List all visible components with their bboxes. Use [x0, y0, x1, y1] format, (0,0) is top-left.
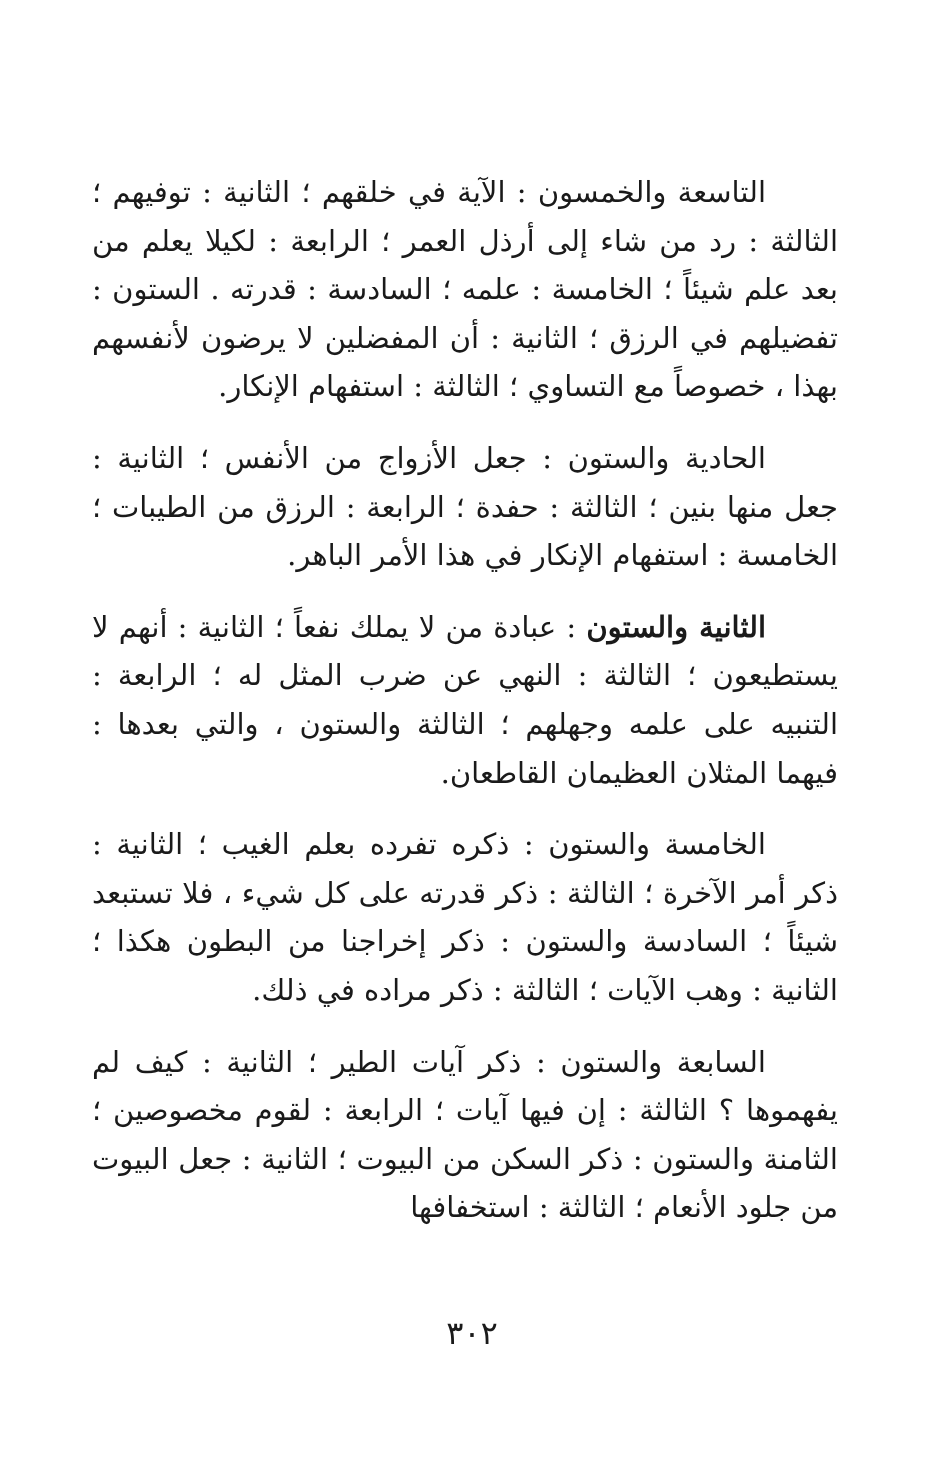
page-body — [92, 168, 838, 1328]
paragraph-59 — [92, 168, 838, 411]
paragraph-text: الحادية والستون : جعل الأزواج من الأنفس ؛ الثانية : جعل منها بنين ؛ الثالثة : حفدة ؛ الرابعة : الرزق من الطيبات ؛ الخامسة : استفهام الإنكار في هذا الأمر الباهر. — [92, 440, 838, 573]
paragraph-text: : عبادة من لا يملك نفعاً ؛ الثانية : أنهم لا يستطيعون ؛ الثالثة : النهي عن ضرب المثل له ؛ الرابعة : التنبيه على علمه وجهلهم ؛ الثالثة والستون ، والتي بعدها : فيهما المثلان العظيمان القاطعان. — [92, 609, 838, 790]
paragraph-61 — [92, 434, 838, 580]
paragraph-65 — [92, 820, 838, 1014]
paragraph-lead: الثانية والستون — [586, 609, 766, 644]
page-number: ٣٠٢ — [446, 1314, 498, 1352]
paragraph-67 — [92, 1038, 838, 1232]
paragraph-text: السابعة والستون : ذكر آيات الطير ؛ الثانية : كيف لم يفهموها ؟ الثالثة : إن فيها آيات ؛ الرابعة : لقوم مخصوصين ؛ الثامنة والستون : ذكر السكن من البيوت ؛ الثانية : جعل البيوت من جلود الأنعام ؛ الثالثة : استخفافها — [92, 1044, 838, 1225]
paragraph-text: التاسعة والخمسون : الآية في خلقهم ؛ الثانية : توفيهم ؛ الثالثة : رد من شاء إلى أرذل العمر ؛ الرابعة : لكيلا يعلم من بعد علم شيئاً ؛ الخامسة : علمه ؛ السادسة : قدرته . الستون : تفضيلهم في الرزق ؛ الثانية : أن المفضلين لا يرضون لأنفسهم بهذا ، خصوصاً مع التساوي ؛ الثالثة : استفهام الإنكار. — [92, 175, 838, 404]
paragraph-62 — [92, 603, 838, 797]
paragraph-text: الخامسة والستون : ذكره تفرده بعلم الغيب ؛ الثانية : ذكر أمر الآخرة ؛ الثالثة : ذكر قدرته على كل شيء ، فلا تستبعد شيئاً ؛ السادسة والستون : ذكر إخراجنا من البطون هكذا ؛ الثانية : وهب الآيات ؛ الثالثة : ذكر مراده في ذلك. — [92, 827, 838, 1007]
